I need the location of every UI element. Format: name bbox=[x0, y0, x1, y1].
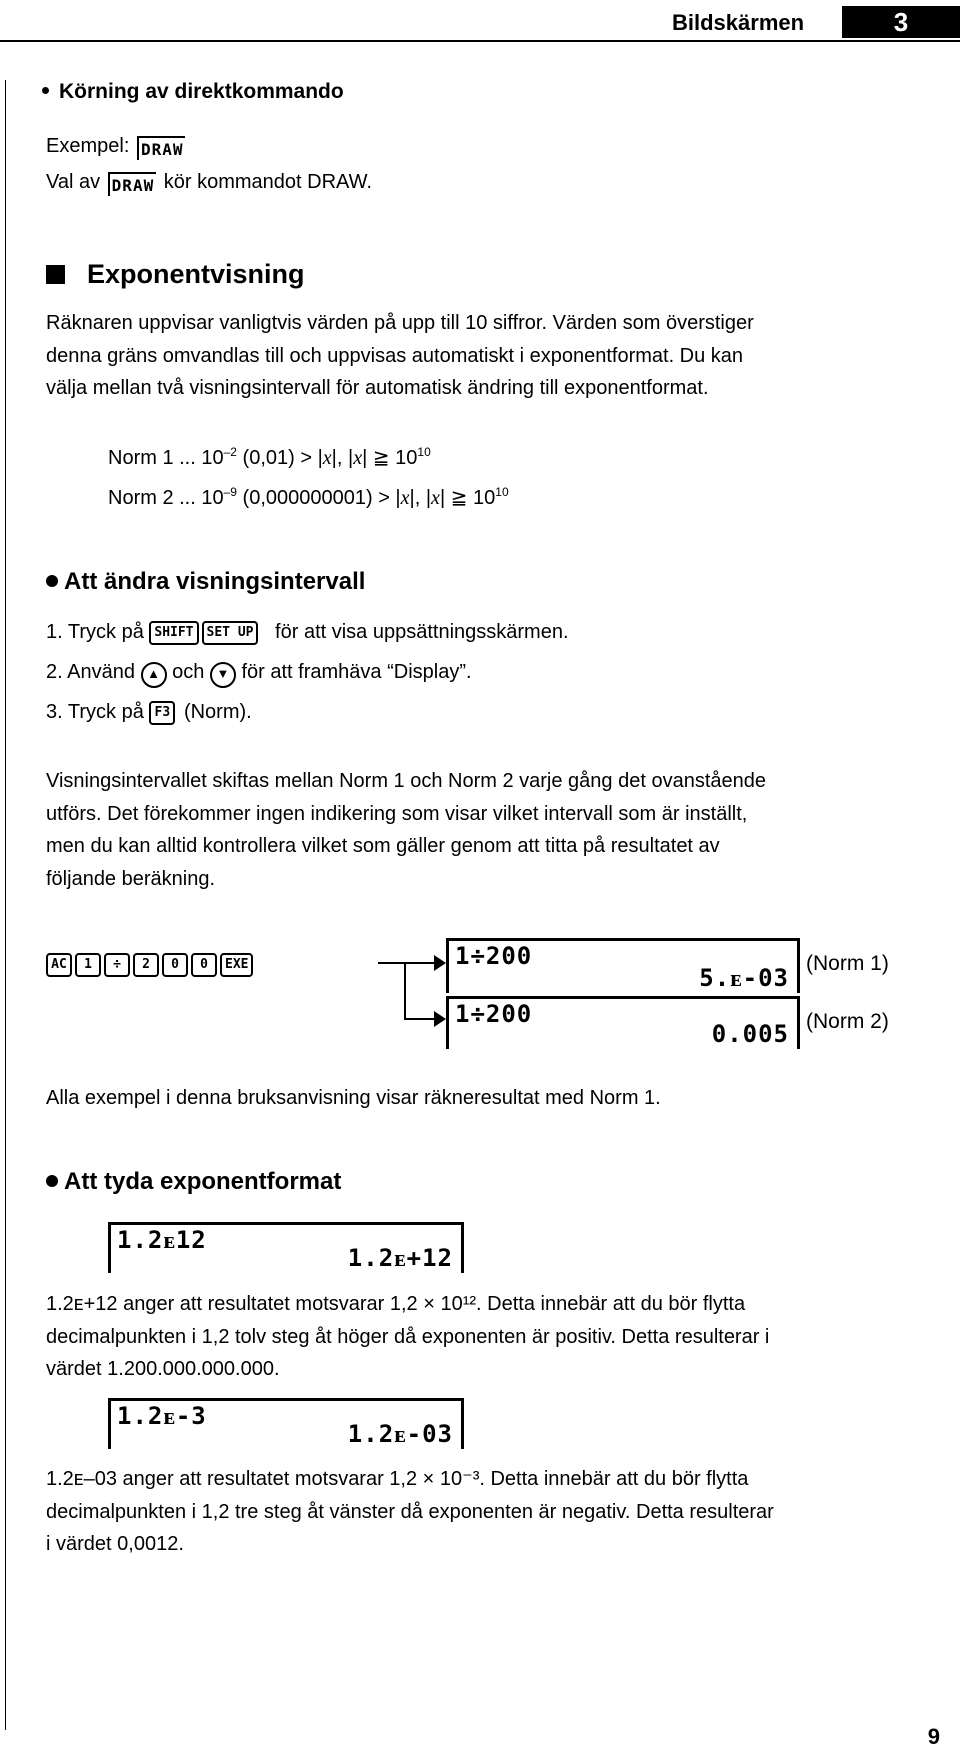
example-line: Exempel: DRAW bbox=[46, 135, 184, 159]
page-header-title: Bildskärmen bbox=[672, 10, 805, 35]
digit-0-key-icon: 0 bbox=[162, 953, 188, 977]
interval-description: Visningsintervallet skiftas mellan Norm 1 och Norm 2 varje gång det ovanstående utförs. Det förekommer ingen indikering som visar vilket intervall som är inställt, men du kan alltid kontrollera vilket som gäller genom att titta på resultatet av följande beräkning. bbox=[46, 770, 766, 890]
norm2-definition: Norm 2 ... $10^{-9}$ (0,000000001) > |x|, |x| ≧ $10^{10}$ bbox=[108, 485, 509, 509]
norm-note: Alla exempel i denna bruksanvisning visar räkneresultat med Norm 1. bbox=[46, 1087, 661, 1109]
bullet-icon bbox=[42, 87, 49, 94]
norm1-definition: Norm 1 ... $10^{-2}$ (0,01) > |x|, |x| ≧ $10^{10}$ bbox=[108, 445, 431, 469]
exponent-intro: Räknaren uppvisar vanligtvis värden på upp till 10 siffror. Värden som överstiger denna gräns omvandlas till och uppvisas automatiskt i exponentformat. Du kan välja mellan två visningsintervall för automatisk ändring till exponentformat. bbox=[46, 312, 754, 399]
connector-line bbox=[378, 962, 438, 964]
bullet-icon bbox=[46, 1175, 58, 1187]
direct-command-heading: Körning av direktkommando bbox=[42, 76, 344, 108]
ac-key-icon: AC bbox=[46, 953, 72, 977]
arrow-icon bbox=[434, 955, 446, 971]
arrow-icon bbox=[434, 1011, 446, 1027]
connector-line bbox=[404, 1018, 438, 1020]
f3-key-icon: F3 bbox=[149, 701, 175, 725]
step-3: 3. Tryck på F3 (Norm). bbox=[46, 701, 252, 723]
margin-rule bbox=[5, 80, 6, 1730]
exponent-section-heading: Exponentvisning bbox=[46, 254, 305, 294]
change-interval-heading: Att ändra visningsintervall bbox=[46, 566, 365, 598]
norm2-label: (Norm 2) bbox=[806, 1010, 889, 1033]
section-square-icon bbox=[46, 265, 65, 284]
interpret-text-negative: 1.2ᴇ–03 anger att resultatet motsvarar 1,2 × 10⁻³. Detta innebär att du bör flytta decimalpunkten i 1,2 tre steg åt vänster då exponenten är negativ. Detta resulterar i värdet 0,0012. bbox=[46, 1468, 774, 1555]
digit-0-key-icon: 0 bbox=[191, 953, 217, 977]
interpret-heading: Att tyda exponentformat bbox=[46, 1166, 341, 1198]
calc-screen-norm2: 1÷200 0.005 bbox=[446, 996, 800, 1049]
down-arrow-key-icon: ▼ bbox=[210, 662, 236, 688]
calc-screen-negative-exp: 1.2ᴇ-3 1.2ᴇ-03 bbox=[108, 1398, 464, 1449]
digit-1-key-icon: 1 bbox=[75, 953, 101, 977]
divide-key-icon: ÷ bbox=[104, 953, 130, 977]
step-1: 1. Tryck på SHIFT SET UP för att visa uppsättningsskärmen. bbox=[46, 621, 569, 643]
chapter-number-badge: 3 bbox=[842, 6, 960, 38]
page-number: 9 bbox=[927, 1724, 940, 1749]
exe-key-icon: EXE bbox=[220, 953, 253, 977]
interpret-text-positive: 1.2ᴇ+12 anger att resultatet motsvarar 1,2 × 10¹². Detta innebär att du bör flytta decimalpunkten i 1,2 tolv steg åt höger då exponenten är positiv. Detta resulterar i värdet 1.200.000.000.000. bbox=[46, 1293, 770, 1380]
norm1-label: (Norm 1) bbox=[806, 952, 889, 975]
setup-key-icon: SET UP bbox=[202, 621, 259, 645]
shift-key-icon: SHIFT bbox=[149, 621, 198, 645]
header-rule bbox=[0, 40, 960, 42]
draw-softkey: DRAW bbox=[108, 172, 157, 196]
select-line: Val av DRAW kör kommandot DRAW. bbox=[46, 171, 372, 195]
draw-softkey: DRAW bbox=[137, 136, 186, 160]
calc-screen-positive-exp: 1.2ᴇ12 1.2ᴇ+12 bbox=[108, 1222, 464, 1273]
key-sequence bbox=[46, 948, 256, 980]
connector-line bbox=[404, 962, 406, 1020]
step-2: 2. Använd ▲ och ▼ för att framhäva “Display”. bbox=[46, 656, 472, 688]
up-arrow-key-icon: ▲ bbox=[141, 662, 167, 688]
digit-2-key-icon: 2 bbox=[133, 953, 159, 977]
calc-screen-norm1: 1÷200 5.ᴇ-03 bbox=[446, 938, 800, 993]
bullet-icon bbox=[46, 575, 58, 587]
